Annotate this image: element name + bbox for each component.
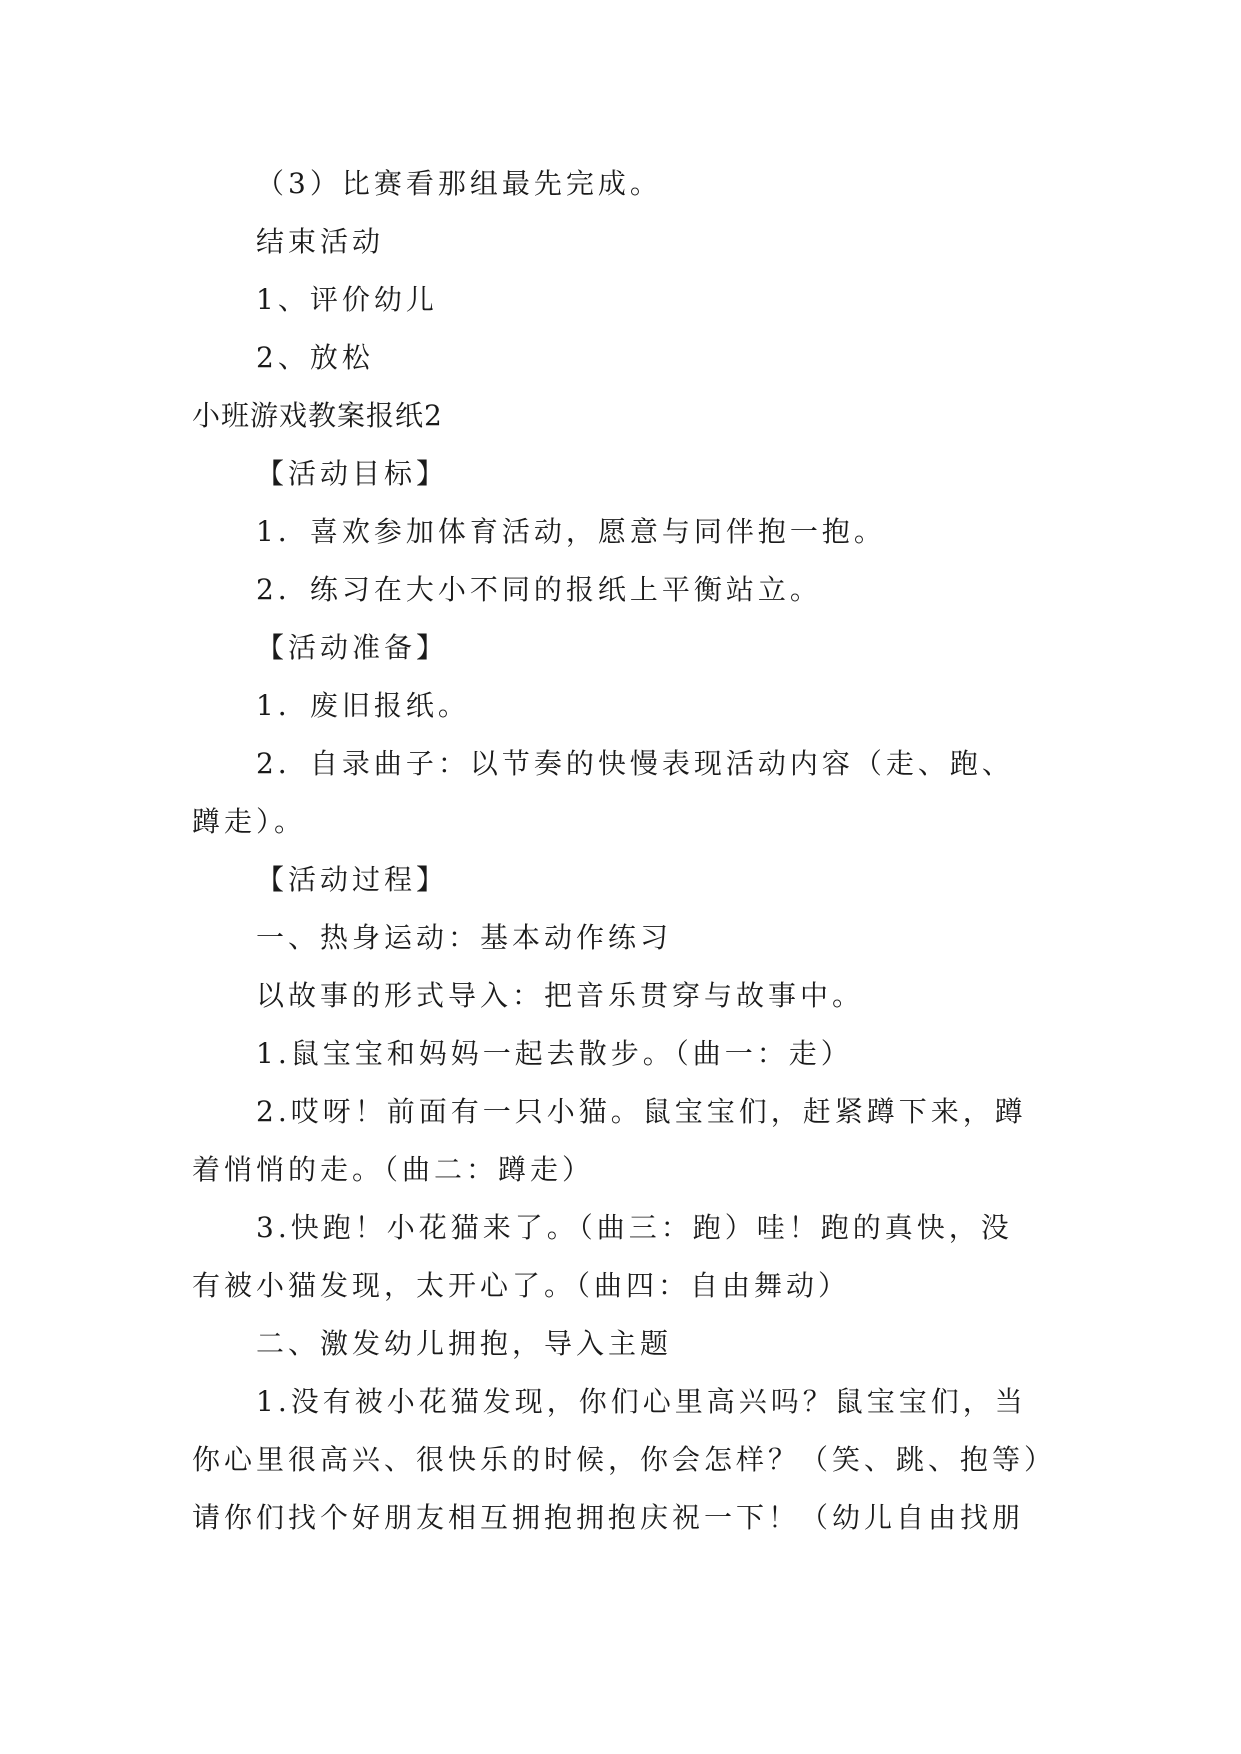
text-line: 3.快跑！小花猫来了。（曲三：跑）哇！跑的真快，没 [256,1211,1013,1244]
text-line: 2．自录曲子：以节奏的快慢表现活动内容（走、跑、 [256,747,1014,780]
text-line: （3）比赛看那组最先完成。 [256,167,662,200]
subsection-heading: 二、激发幼儿拥抱，导入主题 [256,1327,673,1360]
text-line: 请你们找个好朋友相互拥抱拥抱庆祝一下！（幼儿自由找朋 [192,1501,1025,1534]
text-line: 着悄悄的走。（曲二：蹲走） [192,1153,595,1186]
text-line: 2．练习在大小不同的报纸上平衡站立。 [256,573,822,606]
subsection-heading: 一、热身运动：基本动作练习 [256,921,673,954]
text-line: 你心里很高兴、很快乐的时候，你会怎样？（笑、跳、抱等） [192,1443,1057,1476]
text-line: 1、评价幼儿 [256,283,438,316]
document-title: 小班游戏教案报纸2 [192,399,443,432]
section-heading: 【活动目标】 [256,457,449,490]
section-heading: 结束活动 [256,225,385,258]
section-heading: 【活动准备】 [256,631,449,664]
text-line: 2.哎呀！前面有一只小猫。鼠宝宝们，赶紧蹲下来，蹲 [256,1095,1027,1128]
text-line: 1．喜欢参加体育活动，愿意与同伴抱一抱。 [256,515,886,548]
text-line: 1.鼠宝宝和妈妈一起去散步。（曲一：走） [256,1037,853,1070]
text-line: 以故事的形式导入：把音乐贯穿与故事中。 [256,979,865,1012]
text-line: 蹲走）。 [192,805,307,838]
text-line: 2、放松 [256,341,374,374]
section-heading: 【活动过程】 [256,863,449,896]
text-line: 有被小猫发现，太开心了。（曲四：自由舞动） [192,1269,851,1302]
text-line: 1．废旧报纸。 [256,689,470,722]
text-line: 1.没有被小花猫发现，你们心里高兴吗？鼠宝宝们，当 [256,1385,1027,1418]
